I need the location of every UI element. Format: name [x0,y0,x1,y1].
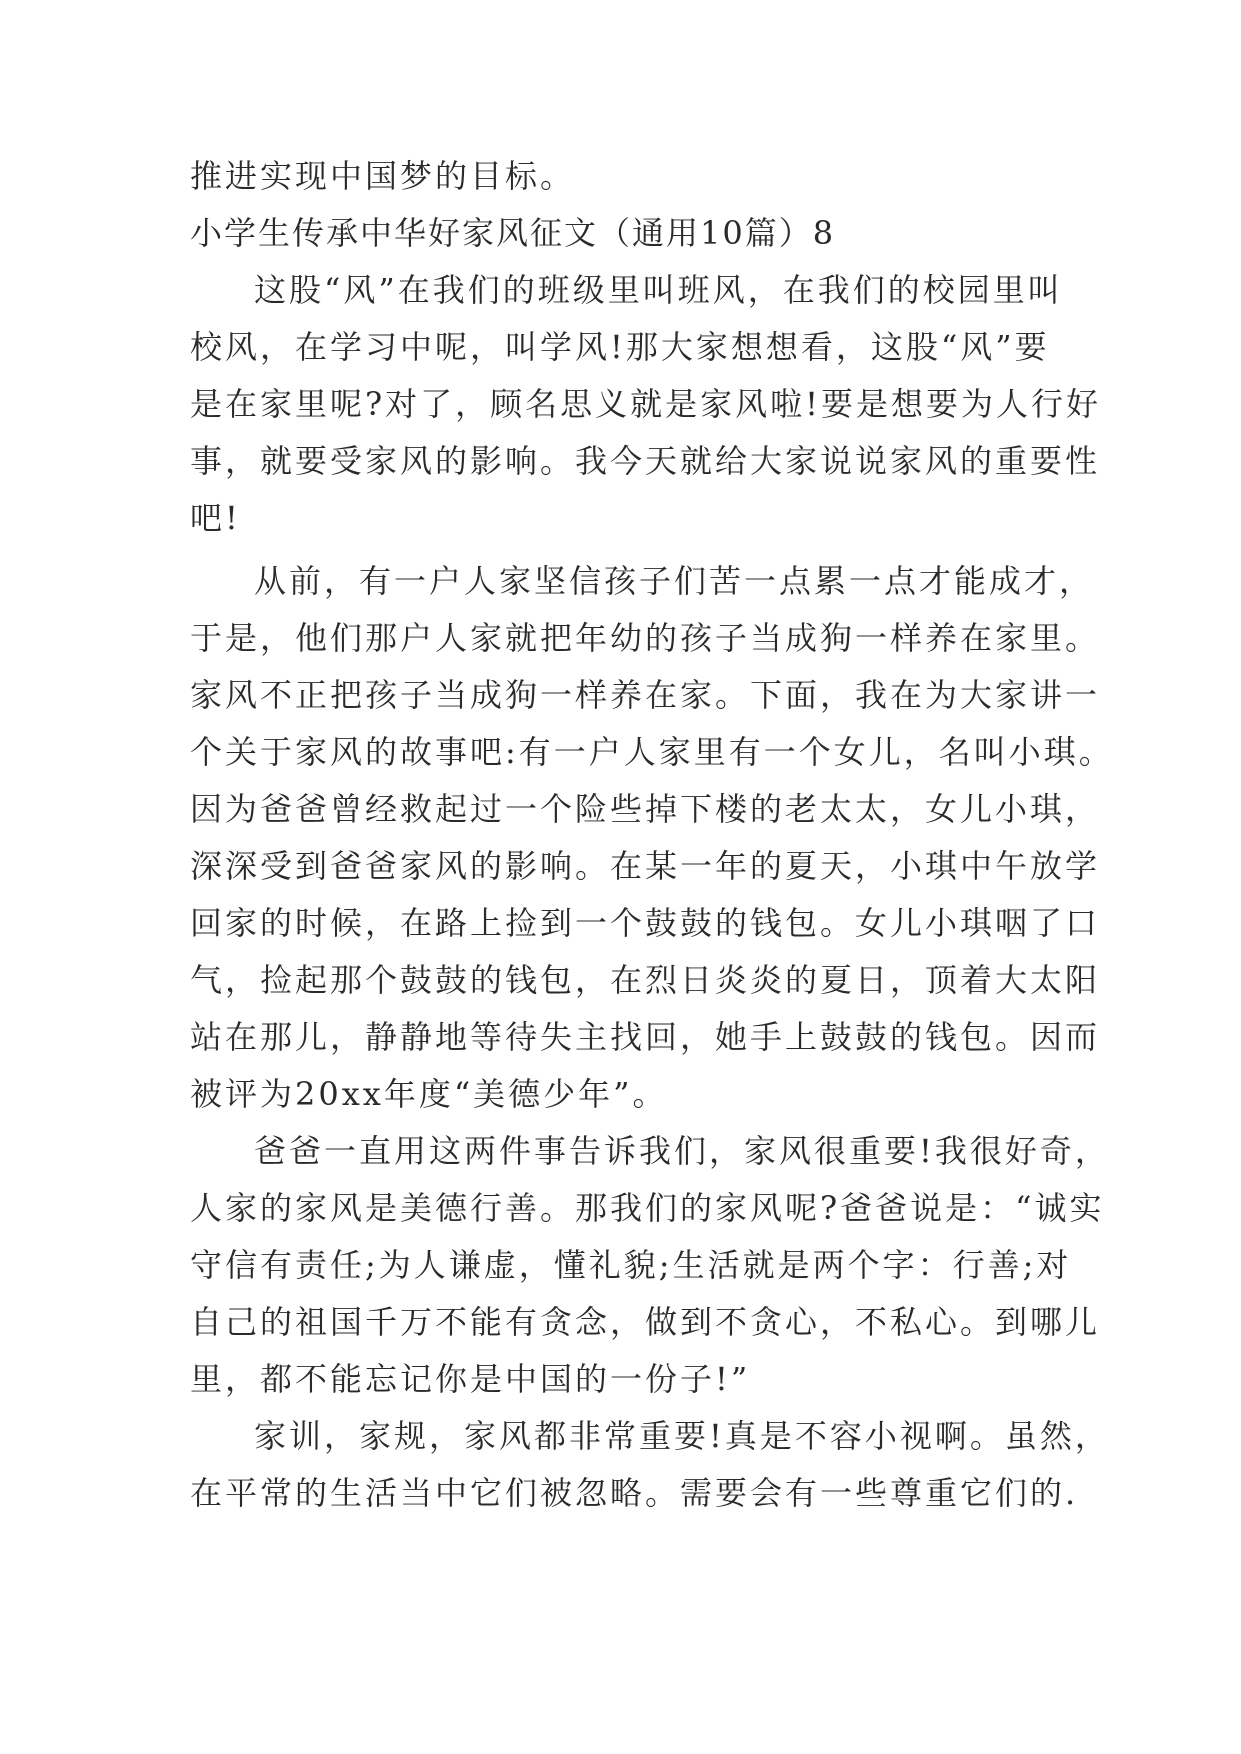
document-page [190,148,1114,1522]
text-line: 在平常的生活当中它们被忽略。需要会有一些尊重它们的. [190,1474,1079,1512]
text-line: 因为爸爸曾经救起过一个险些掉下楼的老太太，女儿小琪， [190,790,1101,828]
text-line: 守信有责任;为人谦虚，懂礼貌;生活就是两个字：行善;对 [190,1246,1072,1284]
text-line: 自己的祖国千万不能有贪念，做到不贪心，不私心。到哪儿 [190,1303,1101,1341]
text-line: 家训，家规，家风都非常重要!真是不容小视啊。虽然， [254,1417,1110,1455]
text-line: 个关于家风的故事吧:有一户人家里有一个女儿，名叫小琪。 [190,733,1114,771]
paragraph-4 [190,1408,1110,1522]
text-line: 事，就要受家风的影响。我今天就给大家说说家风的重要性 [190,442,1101,480]
text-line: 是在家里呢?对了，顾名思义就是家风啦!要是想要为人行好 [190,385,1102,423]
text-line: 校风，在学习中呢，叫学风!那大家想想看，这股“风”要 [190,328,1050,366]
paragraph-3 [190,1123,1110,1408]
paragraph-1 [190,262,1102,547]
text-line: 这股“风”在我们的班级里叫班风，在我们的校园里叫 [254,271,1063,309]
text-line: 里，都不能忘记你是中国的一份子!” [190,1360,751,1398]
text-line: 吧! [190,499,241,537]
section-heading [190,205,1070,262]
text-line: 人家的家风是美德行善。那我们的家风呢?爸爸说是：“诚实 [190,1189,1105,1227]
text-line: 站在那儿，静静地等待失主找回，她手上鼓鼓的钱包。因而 [190,1018,1101,1056]
text-line: 气，捡起那个鼓鼓的钱包，在烈日炎炎的夏日，顶着大太阳 [190,961,1101,999]
text-line: 爸爸一直用这两件事告诉我们，家风很重要!我很好奇， [254,1132,1110,1170]
text-line: 推进实现中国梦的目标。 [190,157,576,195]
text-line: 被评为20xx年度“美德少年”。 [190,1075,668,1113]
text-line: 从前，有一户人家坚信孩子们苦一点累一点才能成才， [254,562,1095,600]
text-line: 回家的时候，在路上捡到一个鼓鼓的钱包。女儿小琪咽了口 [190,904,1101,942]
opening-fragment [190,148,1070,205]
paragraph-2 [190,553,1114,1123]
heading-text: 小学生传承中华好家风征文（通用10篇）8 [190,214,836,252]
text-line: 深深受到爸爸家风的影响。在某一年的夏天，小琪中午放学 [190,847,1101,885]
text-line: 于是，他们那户人家就把年幼的孩子当成狗一样养在家里。 [190,619,1101,657]
text-line: 家风不正把孩子当成狗一样养在家。下面，我在为大家讲一 [190,676,1101,714]
